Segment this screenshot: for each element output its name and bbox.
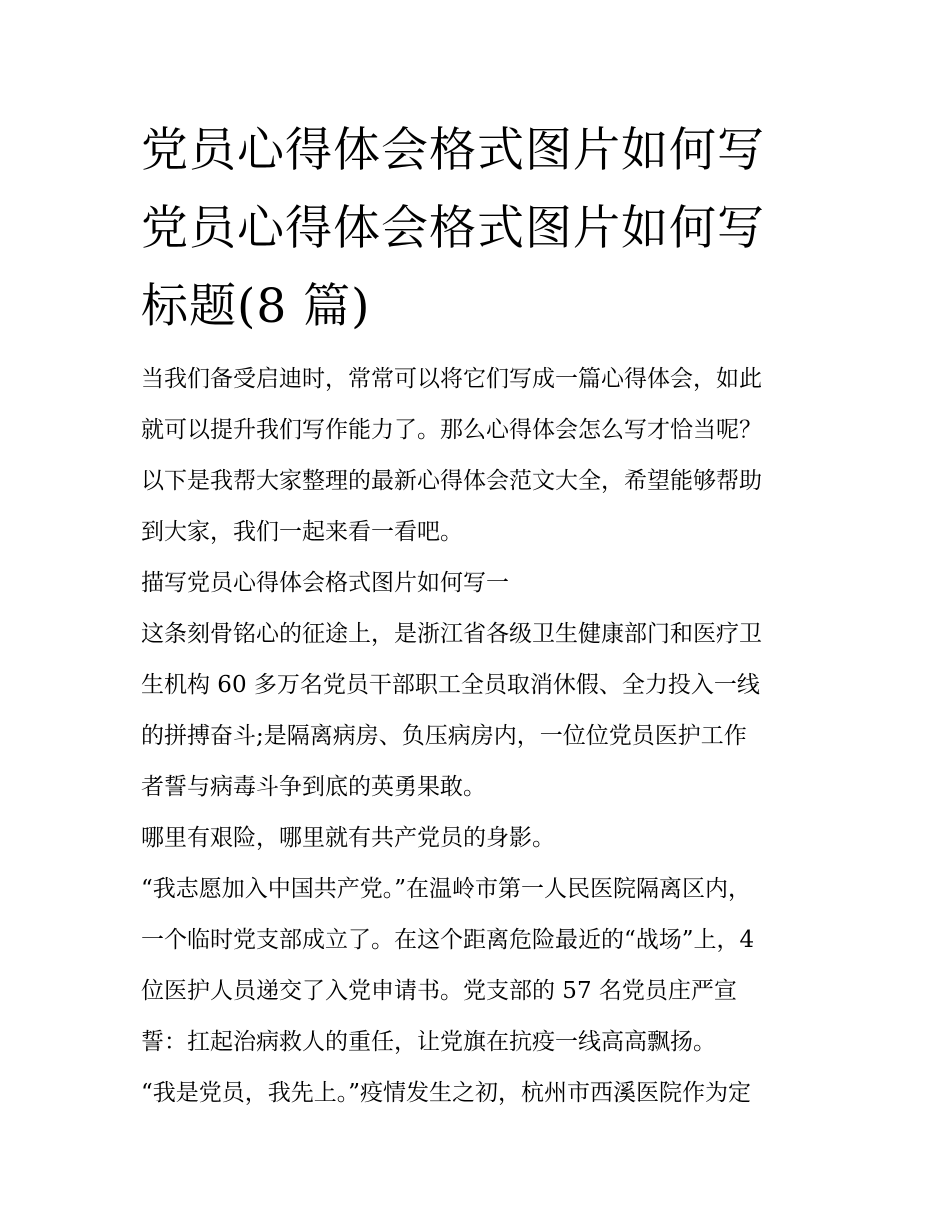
body-paragraph [141, 1068, 821, 1119]
text-line: 以下是我帮大家整理的最新心得体会范文大全，希望能够帮助 [141, 468, 762, 494]
text-line: 当我们备受启迪时，常常可以将它们写成一篇心得体会，如此 [141, 366, 762, 392]
title-line: 党员心得体会格式图片如何写 [141, 201, 765, 256]
text-line: 者誓与病毒斗争到底的英勇果敢。 [141, 774, 486, 800]
section-heading [141, 558, 821, 609]
text-line: 哪里有艰险，哪里就有共产党员的身影。 [141, 825, 555, 851]
text-line: 生机构 60 多万名党员干部职工全员取消休假、全力投入一线 [141, 672, 760, 698]
text-line: 描写党员心得体会格式图片如何写一 [141, 570, 509, 596]
document-title [141, 112, 821, 346]
body-paragraph [141, 609, 821, 813]
text-line: 就可以提升我们写作能力了。那么心得体会怎么写才恰当呢？ [141, 417, 762, 443]
text-line: 这条刻骨铭心的征途上，是浙江省各级卫生健康部门和医疗卫 [141, 621, 762, 647]
text-line: 誓：扛起治病救人的重任，让党旗在抗疫一线高高飘扬。 [141, 1029, 716, 1055]
text-line: 的拼搏奋斗;是隔离病房、负压病房内，一位位党员医护工作 [141, 723, 747, 749]
body-paragraph [141, 864, 821, 1068]
document-page [141, 112, 821, 1119]
text-line: 到大家，我们一起来看一看吧。 [141, 519, 463, 545]
text-line: “我是党员，我先上。”疫情发生之初，杭州市西溪医院作为定 [141, 1080, 752, 1106]
text-line: “我志愿加入中国共产党。”在温岭市第一人民医院隔离区内， [141, 876, 752, 902]
title-line: 标题(8 篇) [141, 279, 371, 334]
text-line: 一个临时党支部成立了。在这个距离危险最近的“战场”上，4 [141, 927, 755, 953]
body-paragraph [141, 813, 821, 864]
title-line: 党员心得体会格式图片如何写 [141, 123, 765, 178]
intro-paragraph [141, 354, 821, 558]
text-line: 位医护人员递交了入党申请书。党支部的 57 名党员庄严宣 [141, 978, 737, 1004]
